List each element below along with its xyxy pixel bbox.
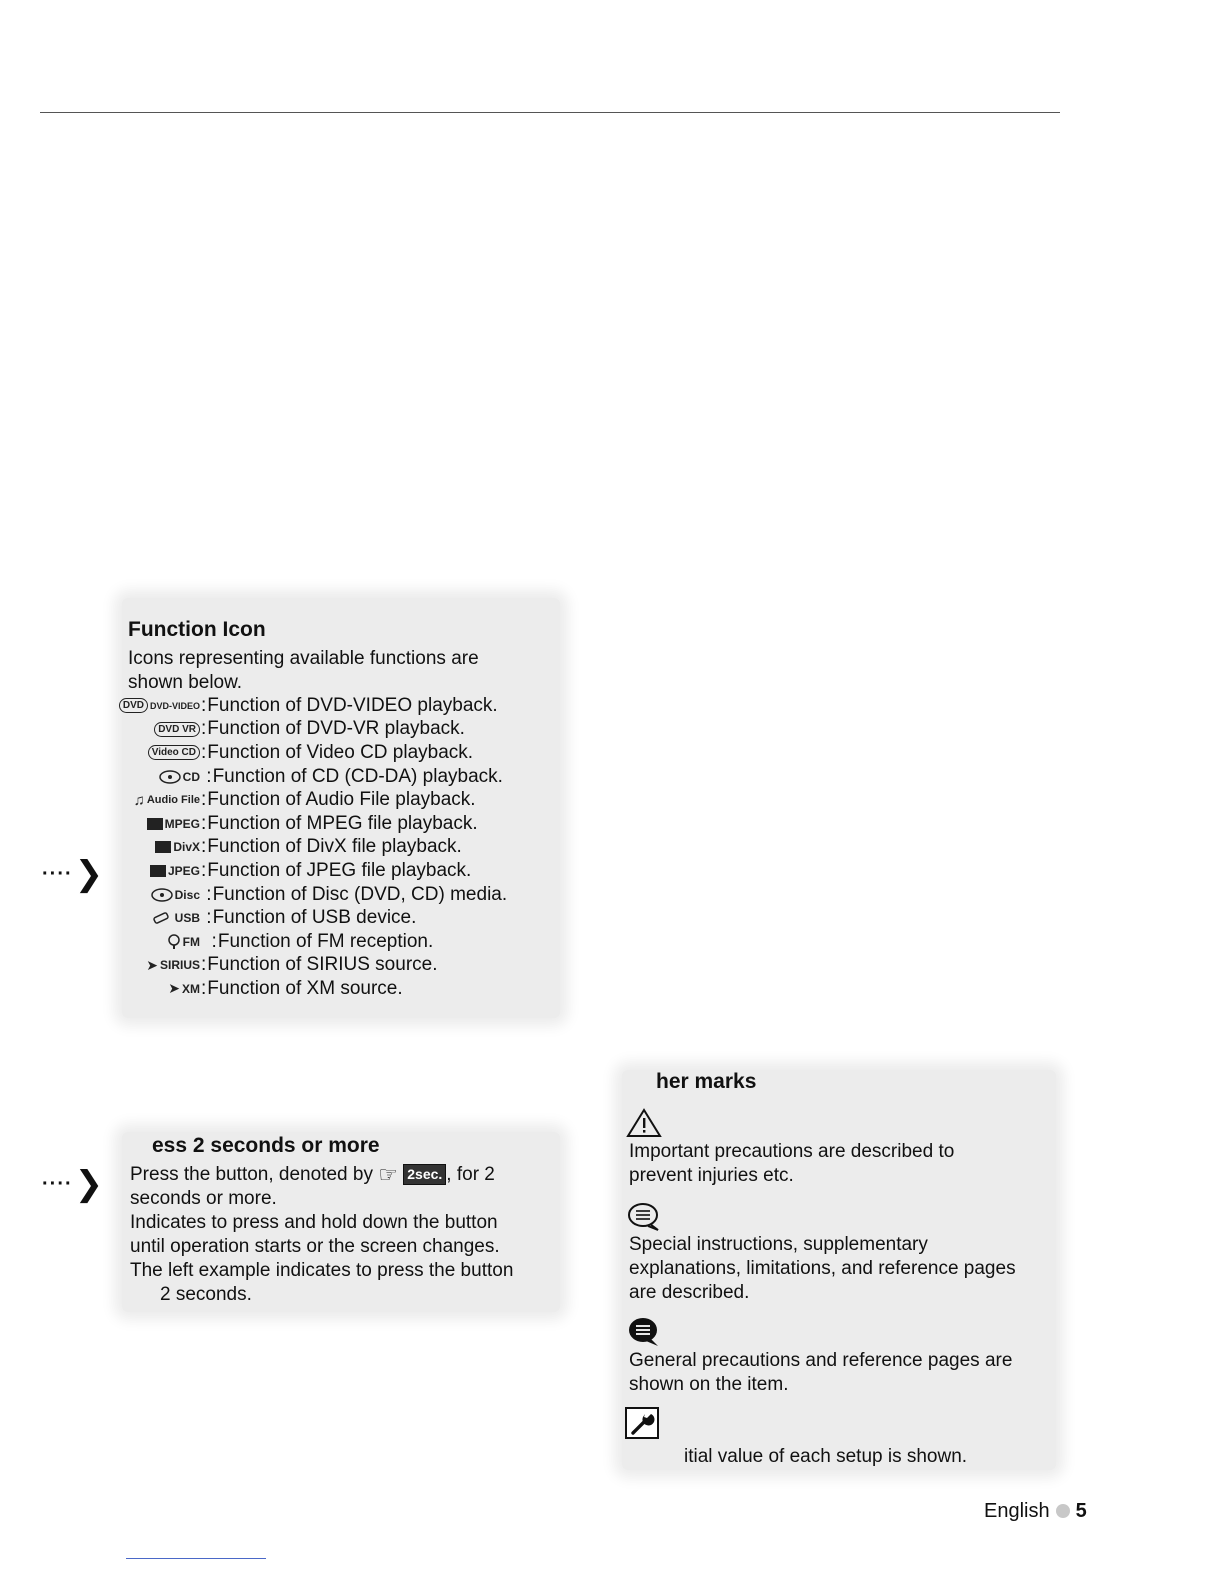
function-icon-row: ➤ SIRIUS : Function of SIRIUS source. — [128, 954, 507, 978]
function-icon-row-text: Function of MPEG file playback. — [207, 812, 478, 834]
usb-icon: USB — [128, 911, 200, 925]
fm-icon: FM — [128, 934, 200, 950]
warning-text-line-2: prevent injuries etc. — [629, 1165, 794, 1186]
function-icon-row: ♫ Audio File : Function of Audio File playback. — [128, 788, 507, 812]
function-icon-row-text: Function of Audio File playback. — [207, 789, 476, 811]
function-icon-row-text: Function of DVD-VIDEO playback. — [207, 694, 498, 716]
function-icon-row-text: Function of DivX file playback. — [207, 836, 462, 858]
function-icon-row-text: Function of SIRIUS source. — [207, 954, 438, 976]
function-icon-intro-line-1: Icons representing available functions are — [128, 648, 479, 669]
jpeg-icon: JPEG — [128, 864, 200, 878]
general-precaution-bubble-icon — [626, 1316, 662, 1348]
initial-value-text: itial value of each setup is shown. — [684, 1446, 968, 1467]
function-icon-row: JPEG : Function of JPEG file playback. — [128, 859, 507, 883]
function-icon-row: Video CD : Function of Video CD playback. — [128, 741, 507, 765]
footer-language: English — [984, 1500, 1050, 1522]
function-icon-row: ➤ XM : Function of XM source. — [128, 977, 507, 1001]
function-icon-intro-line-2: shown below. — [128, 672, 243, 693]
footer-dot-icon — [1056, 1504, 1070, 1518]
function-icon-row-text: Function of CD (CD-DA) playback. — [212, 765, 503, 787]
press-two-seconds-line-4: until operation starts or the screen changes. — [130, 1236, 500, 1257]
top-rule — [40, 112, 1060, 113]
pointer-arrow-icon: ····❯ — [42, 1165, 105, 1203]
cd-icon: CD — [128, 770, 200, 784]
press-two-seconds-line-3: Indicates to press and hold down the button — [130, 1212, 498, 1233]
function-icon-list — [122, 694, 508, 1001]
function-icon-row-text: Function of USB device. — [212, 907, 417, 929]
function-icon-row: MPEG : Function of MPEG file playback. — [128, 812, 507, 836]
dvd-vr-icon: DVD VR — [128, 722, 200, 737]
function-icon-row-text: Function of DVD-VR playback. — [207, 718, 465, 740]
two-sec-button-mark: 2sec. — [403, 1164, 446, 1185]
hand-press-icon: ☞ — [378, 1162, 398, 1187]
press-two-seconds-line-5: The left example indicates to press the button — [130, 1260, 514, 1281]
note-text-line-2: explanations, limitations, and reference pages — [629, 1258, 1016, 1279]
function-icon-row: USB : Function of USB device. — [128, 906, 507, 930]
press-two-seconds-line-1: Press the button, denoted by ☞ 2sec. , for 2 — [130, 1162, 495, 1187]
page-number: 5 — [1075, 1500, 1087, 1522]
function-icon-row-text: Function of FM reception. — [217, 930, 434, 952]
wrench-icon — [624, 1406, 660, 1440]
divx-icon: DivX — [128, 840, 200, 854]
press-two-seconds-line-2: seconds or more. — [130, 1188, 277, 1209]
function-icon-row: Disc : Function of Disc (DVD, CD) media. — [128, 883, 507, 907]
other-marks-heading: her marks — [656, 1070, 757, 1093]
video-cd-icon: Video CD — [128, 745, 200, 760]
function-icon-row-text: Function of XM source. — [207, 977, 403, 999]
press-two-seconds-line-6: 2 seconds. — [160, 1284, 252, 1305]
function-icon-row-text: Function of Disc (DVD, CD) media. — [212, 883, 508, 905]
page-footer — [984, 1500, 1087, 1523]
note-speech-bubble-icon — [626, 1202, 662, 1232]
general-precaution-text-line-2: shown on the item. — [629, 1374, 789, 1395]
general-precaution-text-line-1: General precautions and reference pages are — [629, 1350, 1013, 1371]
audio-file-icon: ♫ Audio File — [133, 791, 200, 809]
sirius-icon: ➤ SIRIUS — [146, 956, 200, 973]
function-icon-row: DVD VR : Function of DVD-VR playback. — [128, 718, 507, 742]
mpeg-icon: MPEG — [128, 817, 200, 831]
warning-icon — [626, 1108, 662, 1138]
function-icon-row: CD : Function of CD (CD-DA) playback. — [128, 765, 507, 789]
function-icon-row: FM : Function of FM reception. — [128, 930, 507, 954]
function-icon-row-text: Function of JPEG file playback. — [207, 859, 472, 881]
function-icon-row-text: Function of Video CD playback. — [207, 741, 474, 763]
press-two-seconds-heading: ess 2 seconds or more — [152, 1134, 380, 1157]
warning-text-line-1: Important precautions are described to — [629, 1141, 955, 1162]
function-icon-row: DivX : Function of DivX file playback. — [128, 836, 507, 860]
pointer-arrow-icon: ····❯ — [42, 855, 105, 893]
xm-icon: ➤ XM — [168, 980, 200, 997]
function-icon-heading: Function Icon — [128, 618, 266, 641]
dvd-video-icon: DVD DVD-VIDEO — [128, 698, 200, 713]
disc-icon: Disc — [128, 888, 200, 902]
note-text-line-1: Special instructions, supplementary — [629, 1234, 928, 1255]
function-icon-row: DVD DVD-VIDEO : Function of DVD-VIDEO playback. — [128, 694, 507, 718]
note-text-line-3: are described. — [629, 1282, 750, 1303]
bottom-link-rule — [126, 1558, 266, 1559]
